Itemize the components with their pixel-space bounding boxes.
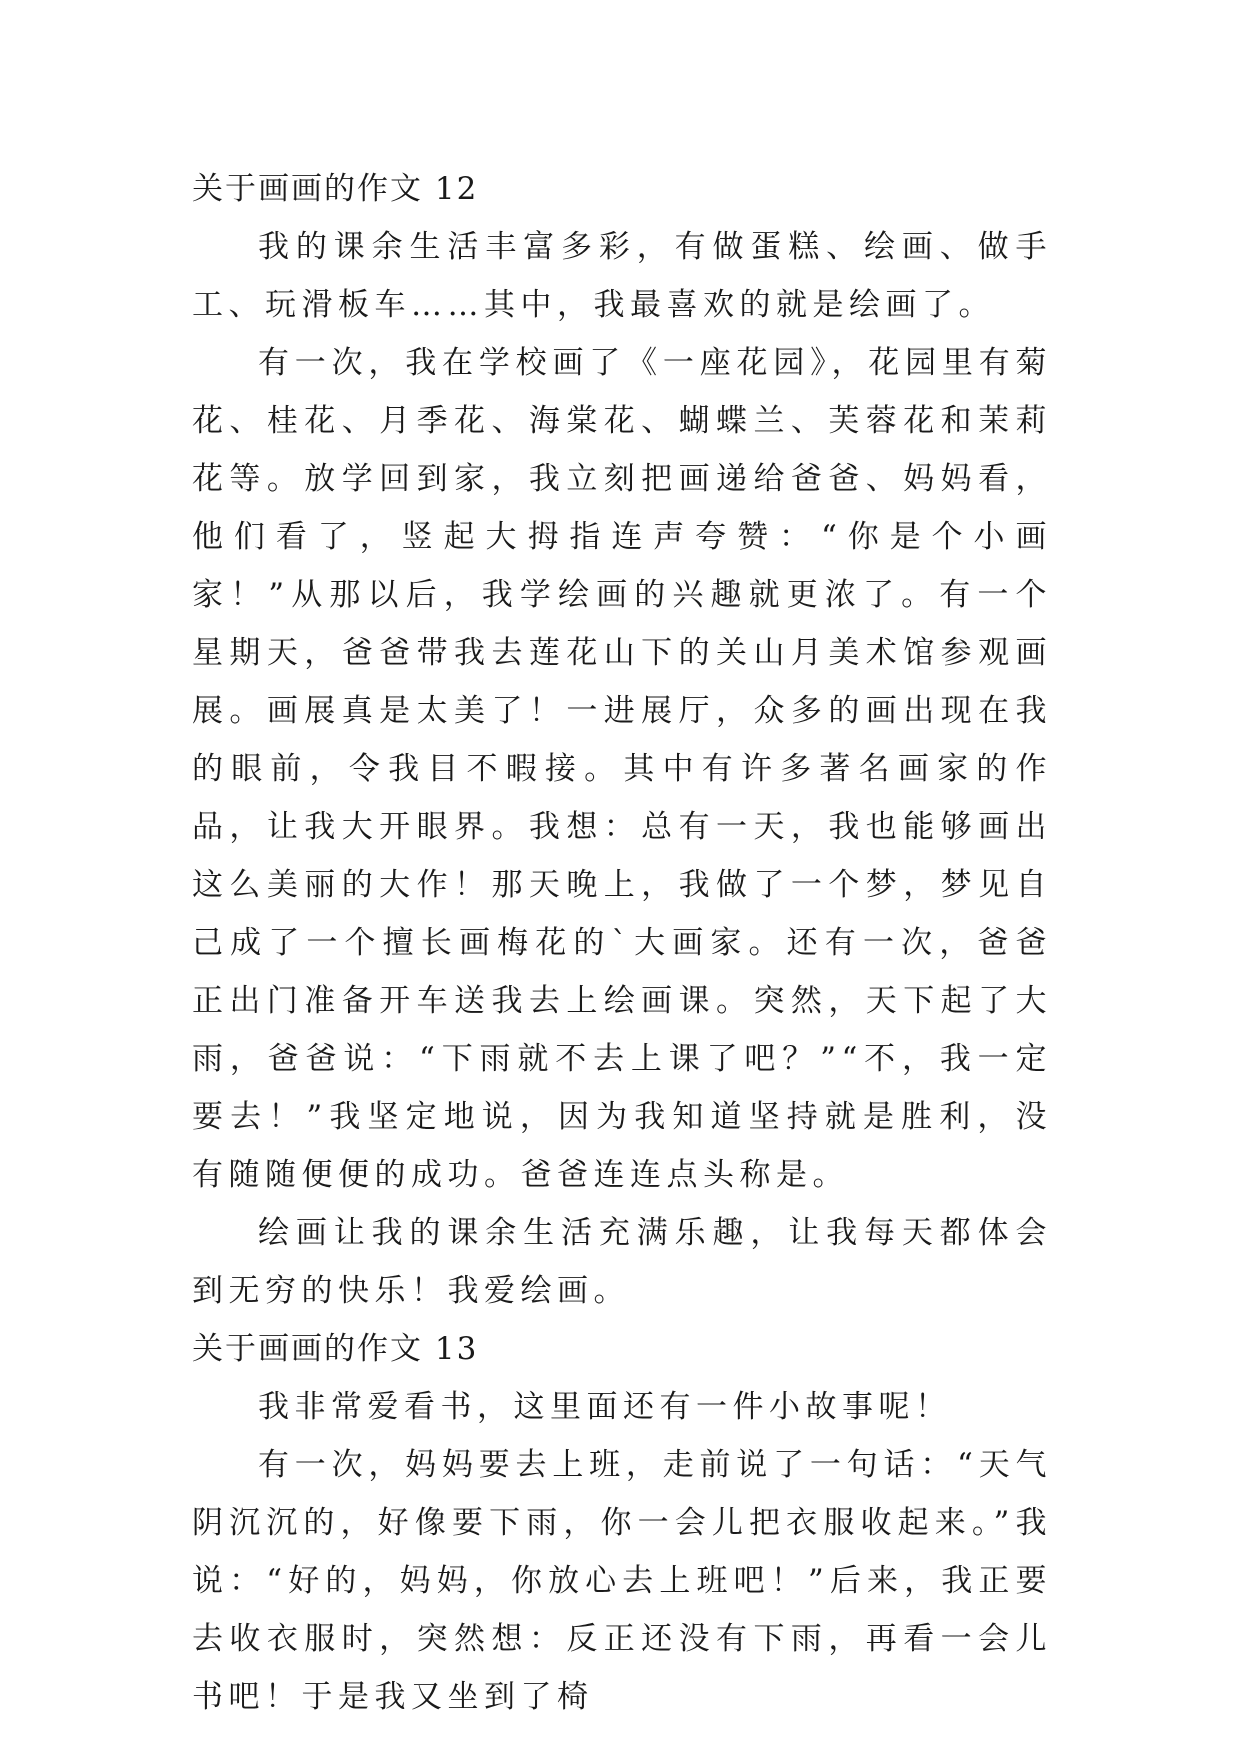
- essay-heading: 关于画画的作文 13: [192, 1331, 479, 1367]
- essay-paragraph: 绘画让我的课余生活充满乐趣，让我每天都体会到无穷的快乐！我爱绘画。: [192, 1215, 1052, 1309]
- document-page: [192, 160, 1052, 1726]
- essay-section-13: [192, 1320, 1052, 1726]
- essay-paragraph: 我非常爱看书，这里面还有一件小故事呢！: [258, 1389, 952, 1425]
- essay-heading: 关于画画的作文 12: [192, 171, 479, 207]
- essay-paragraph: 有一次，我在学校画了《一座花园》，花园里有菊花、桂花、月季花、海棠花、蝴蝶兰、芙蓉花和茉莉花等。放学回到家，我立刻把画递给爸爸、妈妈看，他们看了，竖起大拇指连声夸赞：“你是个小画家！”从那以后，我学绘画的兴趣就更浓了。有一个星期天，爸爸带我去莲花山下的关山月美术馆参观画展。画展真是太美了！一进展厅，众多的画出现在我的眼前，令我目不暇接。其中有许多著名画家的作品，让我大开眼界。我想：总有一天，我也能够画出这么美丽的大作！那天晚上，我做了一个梦，梦见自己成了一个擅长画梅花的`大画家。还有一次，爸爸正出门准备开车送我去上绘画课。突然，天下起了大雨，爸爸说：“下雨就不去上课了吧？”“不，我一定要去！”我坚定地说，因为我知道坚持就是胜利，没有随随便便的成功。爸爸连连点头称是。: [192, 345, 1052, 1193]
- essay-paragraph: 我的课余生活丰富多彩，有做蛋糕、绘画、做手工、玩滑板车……其中，我最喜欢的就是绘画了。: [192, 229, 1052, 323]
- essay-paragraph: 有一次，妈妈要去上班，走前说了一句话：“天气阴沉沉的，好像要下雨，你一会儿把衣服收起来。”我说：“好的，妈妈，你放心去上班吧！”后来，我正要去收衣服时，突然想：反正还没有下雨，再看一会儿书吧！于是我又坐到了椅: [192, 1447, 1052, 1715]
- essay-section-12: [192, 160, 1052, 1320]
